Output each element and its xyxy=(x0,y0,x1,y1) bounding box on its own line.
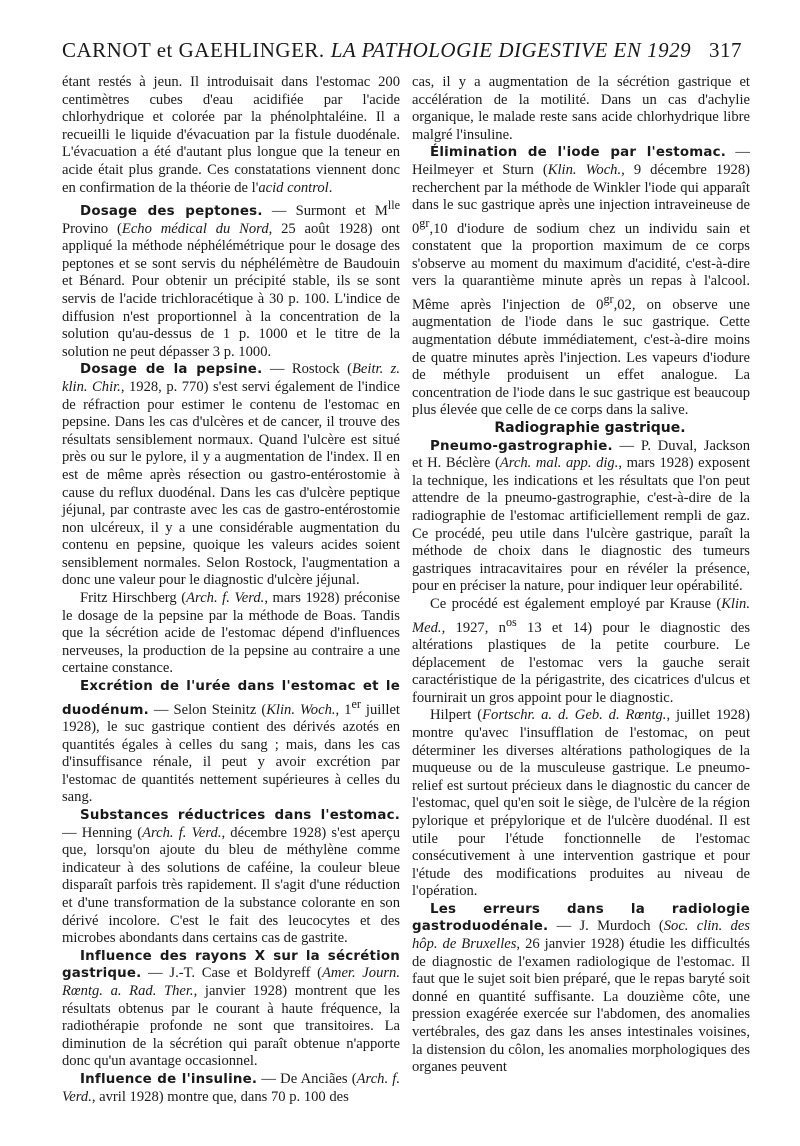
paragraph-elimination-iode: Élimination de l'iode par l'estomac. — Heilmeyer et Sturn (Klin. Woch., 9 décembre 1928) recherchent par la méthode de Winkler l'iode qui apparaît dans le suc gastrique après une injection intraveineuse de $0^{gr},10$ d'iodure de sodium chez un individu sain et constatent que la proportion maximum de ce corps s'observe au moment du maximum d'acidité, c'est-à-dire vers la quarantième minute après un repas à l'alcool. Même après l'injection de $0^{gr},02$, on observe une augmentation de l'iode dans le suc gastrique. Cette augmentation débute immédiatement, c'est-à-dire moins de quatre minutes après l'injection. Les vapeurs d'iodure de méthyle produisent un effet analogue. La concentration de l'iode dans le suc gastrique est beaucoup plus élevée que celle de ce corps dans la salive. xyxy=(412,144,751,419)
heading-dosage-peptones: Dosage des peptones. xyxy=(80,204,263,220)
paragraph-hirschberg: Fritz Hirschberg (Arch. f. Verd., mars 1928) préconise le dosage de la pepsine par la méthode de Boas. Tandis que la sécrétion acide de l'estomac dépend d'influences nerveuses, la production de la pepsine au contraire a une certaine constance. xyxy=(62,590,400,677)
paragraph-insuline: Influence de l'insuline. — De Anciães (Arch. f. Verd., avril 1928) montre que, dans 70 p. 100 des xyxy=(62,1070,401,1105)
heading-rayons-x: Influence des rayons X sur la sécrétion gastrique. xyxy=(62,948,400,982)
paragraph-acid-control: étant restés à jeun. Il introduisait dans l'estomac 200 centimètres cubes d'eau acidifiée par l'acide chlorhydrique et colorée par la phénolphtaléine. Il a recueilli le liquide d'évacuation par la fistule duodénale. L'évacuation a été d'autant plus longue que la teneur en acide était plus grande. Ces constatations viennent donc en confirmation de la théorie de l'acid control. xyxy=(62,74,400,196)
running-header xyxy=(62,38,742,72)
header-authors: CARNOT et GAEHLINGER. xyxy=(62,38,325,62)
heading-substances-reductrices: Substances réductrices dans l'estomac. xyxy=(80,808,400,824)
left-column xyxy=(62,74,400,1106)
heading-insuline: Influence de l'insuline. xyxy=(80,1071,258,1087)
paragraph-substances-reductrices: Substances réductrices dans l'estomac. — Henning (Arch. f. Verd., décembre 1928) s'est aperçu que, lorsqu'on ajoute du bleu de méthylène comme indicateur à des solutions de caféine, la couleur bleue disparaît parfois très rapidement. Il s'agit d'une réduction et d'une transformation de la substance colorante en son dérivé incolore. C'est le fait des leucocytes et des microbes abondants dans certains cas de gastrite. xyxy=(62,808,400,947)
right-column xyxy=(412,74,750,1077)
paragraph-insuline-continued: cas, il y a augmentation de la sécrétion gastrique et accélération de la motilité. Dans un cas d'achylie organique, le malade reste sans acide chlorhydrique libre malgré l'insuline. xyxy=(412,74,750,143)
paragraph-erreurs-radiologie: Les erreurs dans la radiologie gastroduodénale. — J. Murdoch (Soc. clin. des hôp. de Bruxelles, 26 janvier 1928) étudie les difficultés de diagnostic de l'examen radiologique de l'estomac. Il faut que le sujet soit bien préparé, que le repas baryté soit donné en quantité suffisante. La douzième côte, une pression exagérée exercée sur l'abdomen, des anomalies vertébrales, des gaz dans les anses intestinales voisines, la distension du côlon, les anomalies morphologiques des organes peuvent xyxy=(412,901,750,1076)
heading-excretion-uree: Excrétion de l'urée dans l'estomac et le duodénum. xyxy=(62,679,400,718)
paragraph-krause: Ce procédé est également employé par Krause (Klin. Med., 1927, $n^{os}$ 13 et 14) pour le diagnostic des altérations plastiques de la petite courbure. Le déplacement de l'estomac vers la gauche serait caractéristique de la périgastrite, des cicatrices d'ulcus et fournirait un gros appoint pour le diagnostic. xyxy=(412,595,751,706)
paragraph-pneumo-gastrographie: Pneumo-gastrographie. — P. Duval, Jackson et H. Béclère (Arch. mal. app. dig., mars 1928) exposent la technique, les indications et les résultats que l'on peut attendre de la pneumo-gastrographie, c'est-à-dire de la radiographie de l'estomac artificiellement rempli de gaz. Ce procédé, peu utile dans l'ulcère gastrique, paraît la méthode de choix dans le diagnostic des tumeurs gastriques intracavitaires pour en révéler la présence, pour en préciser la nature, pour indiquer leur opérabilité. xyxy=(412,437,750,595)
paragraph-hilpert: Hilpert (Fortschr. a. d. Geb. d. Rœntg., juillet 1928) montre qu'avec l'insufflation de l'estomac, on peut déterminer les diverses altérations pathologiques de la muqueuse ou de la musculeuse gastrique. Le pneumo-relief est surtout précieux dans le diagnostic du cancer de l'estomac, quel qu'en soit le siège, de l'ulcère de la région pylorique et prépylorique et de l'ulcère duodénal. Il est utile pour l'étude fonctionnelle de l'estomac consécutivement à une intervention gastrique et pour l'étude des modifications produites au niveau de l'opération. xyxy=(412,707,750,900)
section-title-radiographie: Radiographie gastrique. xyxy=(494,420,686,436)
paragraph-rayons-x: Influence des rayons X sur la sécrétion gastrique. — J.-T. Case et Boldyreff (Amer. Journ. Rœntg. a. Rad. Ther., janvier 1928) montrent que les résultats obtenus par le courant à haute fréquence, la radiothérapie profonde ne sont que transitoires. La diminution de la sécrétion qui paraît obtenue n'apporte donc qu'un avantage occasionnel. xyxy=(62,948,401,1070)
paragraph-dosage-peptones: Dosage des peptones. — Surmont et $M^{lle}$ Provino (Echo médical du Nord, 25 août 1928) ont appliqué la méthode néphélémétrique pour le dosage des peptones et se sont servis du néphélémètre de Baudouin et Bénard. Pour obtenir un précipité stable, ils se sont servis de l'acide trichloracétique à 30 p. 100. L'indice de diffusion n'est proportionnel à la concentration de la solution qu'au-dessus de 1 p. 1000 et le titre de la solution ne peut dépasser 3 p. 1000. xyxy=(62,198,400,360)
heading-dosage-pepsine: Dosage de la pepsine. xyxy=(80,362,263,378)
page-number: 317 xyxy=(709,38,742,62)
header-title: LA PATHOLOGIE DIGESTIVE EN 1929 xyxy=(330,38,692,62)
heading-elimination-iode: Élimination de l'iode par l'estomac. xyxy=(430,145,727,161)
heading-pneumo-gastrographie: Pneumo-gastrographie. xyxy=(430,438,613,454)
paragraph-excretion-uree: Excrétion de l'urée dans l'estomac et le duodénum. — Selon Steinitz (Klin. Woch., 1er juillet 1928), le suc gastrique contient des dérivés azotés en quantités égales à celles du sang ; mais, dans les cas d'insuffisance rénale, il peut y avoir excrétion par l'estomac de quantités nettement supérieures à celles du sang. xyxy=(62,679,400,806)
heading-erreurs-radiologie: Les erreurs dans la radiologie gastroduodénale. xyxy=(412,901,750,935)
paragraph-dosage-pepsine: Dosage de la pepsine. — Rostock (Beitr. z. klin. Chir., 1928, p. 770) s'est servi également de l'indice de réfraction pour estimer le contenu de l'estomac en pepsine. Dans les cas d'ulcères et de cancer, il trouve des résultats sensiblement normaux. Quand l'ulcère est situé près ou sur le pylore, il y a augmentation de l'index. Il en est de même après résection ou gastro-entérostomie à cause du reflux duodénal. Dans les cas d'ulcère peptique jéjunal, par contraste avec les cas de gastro-entérostomie non ulcéreux, il y a une considérable augmentation du contenu en pepsine, quoique les valeurs acides soient sensiblement normales. Selon Rostock, l'augmentation a donc une valeur pour le diagnostic d'ulcère jéjunal. xyxy=(62,361,400,589)
